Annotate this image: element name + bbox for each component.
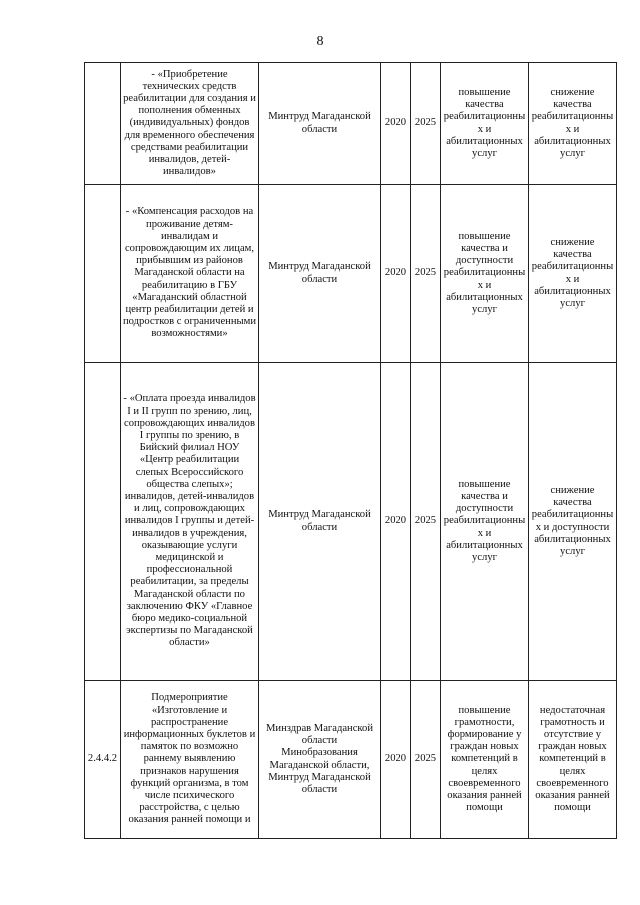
measure-name-cell: - «Оплата проезда инвалидов I и II групп по зрению, лиц, сопровождающих инвалидов I группы по зрению, в Бийский филиал НОУ «Центр реабилитации слепых Всероссийского общества слепых»; инвалидов, детей-инвалидов и лиц, сопровождающих инвалидов I группы и детей-инвалидов в учреждения, оказывающие услуги медицинской и профессиональной реабилитации, за пределы Магаданской области по заключению ФКУ «Главное бюро медико-социальной экспертизы по Магаданской области»	[121, 363, 259, 681]
executor-cell: Минтруд Магаданской области	[259, 363, 381, 681]
expected-result-cell: повышение качества и доступности реабилитационных и абилитационных услуг	[441, 363, 529, 681]
expected-result-cell: повышение качества и доступности реабилитационных и абилитационных услуг	[441, 185, 529, 363]
start-year-cell: 2020	[381, 63, 411, 185]
measures-table	[84, 62, 617, 839]
measure-name-cell: - «Приобретение технических средств реабилитации для создания и пополнения обменных (индивидуальных) фондов для временного обеспечения средствами реабилитации инвалидов, детей-инвалидов»	[121, 63, 259, 185]
row-number-cell: 2.4.4.2	[85, 681, 121, 839]
executor-line: Минтруд Магаданской области	[268, 771, 371, 795]
row-number-cell	[85, 63, 121, 185]
executor-line: Минздрав Магаданской области	[266, 722, 373, 747]
executor-cell: Минтруд Магаданской области	[259, 185, 381, 363]
table-row	[85, 185, 617, 363]
table-row	[85, 363, 617, 681]
start-year-cell: 2020	[381, 681, 411, 839]
end-year-cell: 2025	[411, 63, 441, 185]
end-year-cell: 2025	[411, 185, 441, 363]
end-year-cell: 2025	[411, 681, 441, 839]
row-number-cell	[85, 363, 121, 681]
executor-cell: Минтруд Магаданской области	[259, 63, 381, 185]
consequence-cell: снижение качества реабилитационных и доступности абилитационных услуг	[529, 363, 617, 681]
executor-line: Минобразования Магаданской области,	[269, 747, 370, 771]
table-row	[85, 63, 617, 185]
expected-result-cell: повышение качества реабилитационных и абилитационных услуг	[441, 63, 529, 185]
row-number-cell	[85, 185, 121, 363]
expected-result-cell: повышение грамотности, формирование у граждан новых компетенций в целях своевременного оказания ранней помощи	[441, 681, 529, 839]
start-year-cell: 2020	[381, 185, 411, 363]
consequence-cell: снижение качества реабилитационных и абилитационных услуг	[529, 185, 617, 363]
executor-cell	[259, 681, 381, 839]
measure-name-cell: - «Компенсация расходов на проживание детям-инвалидам и сопровождающим их лицам, прибывшим из районов Магаданской области на реабилитацию в ГБУ «Магаданский областной центр реабилитации детей и подростков с ограниченными возможностями»	[121, 185, 259, 363]
end-year-cell: 2025	[411, 363, 441, 681]
consequence-cell: недостаточная грамотность и отсутствие у граждан новых компетенций в целях своевременного оказания ранней помощи	[529, 681, 617, 839]
start-year-cell: 2020	[381, 363, 411, 681]
page-number: 8	[316, 34, 324, 49]
table-row	[85, 681, 617, 839]
consequence-cell: снижение качества реабилитационных и абилитационных услуг	[529, 63, 617, 185]
measure-name-cell: Подмероприятие «Изготовление и распространение информационных буклетов и памяток по возможно раннему выявлению признаков нарушения функций организма, в том числе психического расстройства, с целью оказания ранней помощи и	[121, 681, 259, 839]
